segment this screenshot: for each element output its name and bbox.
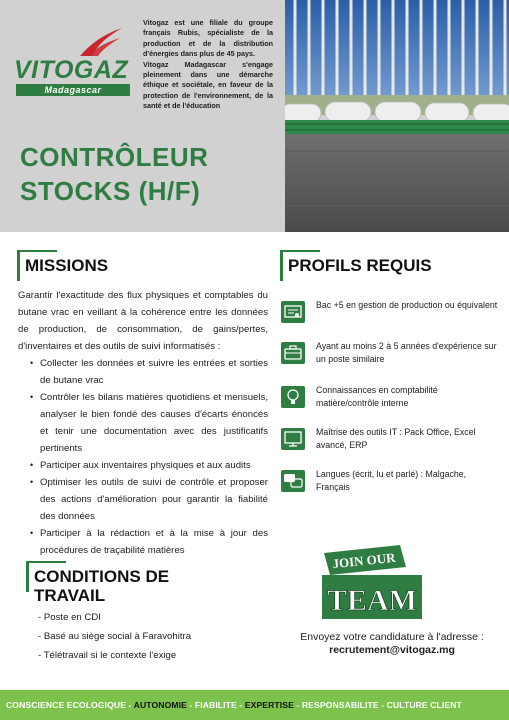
profil-item — [281, 299, 501, 335]
job-title — [20, 140, 208, 208]
conditions-list — [38, 608, 191, 665]
diploma-icon — [281, 301, 305, 323]
value-item: FIABILITE — [194, 700, 237, 710]
profils-heading — [280, 256, 432, 275]
briefcase-icon — [281, 342, 305, 364]
profil-item — [281, 340, 501, 376]
list-item: • Participer aux inventaires physiques et aux audits — [30, 457, 268, 474]
list-item: • Collecter les données et suivre les entrées et sorties de butane vrac — [30, 355, 268, 389]
value-item: EXPERTISE — [244, 700, 294, 710]
job-title-line: CONTRÔLEUR — [20, 142, 209, 172]
lightbulb-icon — [281, 386, 305, 408]
speech-bubbles-icon — [281, 470, 305, 492]
intro-paragraph: Vitogaz est une filiale du groupe français Rubis, spécialiste de la production et de la distribution d'énergies dans plus de 45 pays. — [143, 18, 273, 59]
company-intro — [143, 18, 273, 112]
profil-text: Connaissances en comptabilité matière/contrôle interne — [316, 385, 438, 408]
profils-heading-text: PROFILS REQUIS — [288, 256, 432, 275]
job-title-line: STOCKS (H/F) — [20, 176, 201, 206]
list-item: • Contrôler les bilans matières quotidiens et mensuels, analyser le bien fondé des causes d'écarts énoncés et tenir une documentation avec des justificatifs pertinents — [30, 389, 268, 457]
team-line2: TEAM — [327, 584, 417, 617]
logo-wordmark: VITOGAZ — [14, 56, 129, 84]
profil-text: Maîtrise des outils IT : Pack Office, Excel avancé, ERP — [316, 427, 476, 450]
list-item: • Optimiser les outils de suivi de contrôle et proposer des actions d'amélioration pour garantir la fiabilité des données — [30, 474, 268, 525]
profil-item — [281, 384, 501, 420]
vitogaz-logo — [14, 26, 134, 106]
flame-swoosh-icon — [76, 26, 126, 58]
team-line1: JOIN OUR — [331, 549, 397, 572]
value-item: RESPONSABILITE — [301, 700, 379, 710]
list-item: - Basé au siège social à Faravohitra — [38, 627, 191, 646]
logo-subtitle: Madagascar — [16, 84, 130, 96]
list-item: - Télétravail si le contexte l'exige — [38, 646, 191, 665]
profil-text: Ayant au moins 2 à 5 années d'expérience sur un poste similaire — [316, 341, 497, 364]
application-block — [280, 631, 504, 657]
profil-item — [281, 468, 501, 504]
conditions-heading-text: TRAVAIL — [34, 586, 106, 605]
value-item: AUTONOMIE — [133, 700, 187, 710]
missions-heading-text: MISSIONS — [25, 256, 109, 275]
apply-text: Envoyez votre candidature à l'adresse : — [300, 631, 484, 643]
value-item: CONSCIENCE ECOLOGIQUE — [6, 700, 127, 710]
list-item: • Participer à la rédaction et à la mise à jour des procédures de traçabilité matières — [30, 525, 268, 559]
missions-list — [18, 355, 268, 559]
monitor-icon — [281, 428, 305, 450]
profil-text: Bac +5 en gestion de production ou équivalent — [316, 300, 498, 310]
storage-tanks-image — [285, 0, 509, 232]
value-item: CULTURE CLIENT — [386, 700, 462, 710]
missions-heading — [17, 256, 108, 275]
intro-paragraph: Vitogaz Madagascar s'engage pleinement dans une démarche éthique et sociétale, en faveur de la protection de l'environnement, de la santé et de l'éducation — [143, 59, 273, 111]
conditions-heading-text: CONDITIONS DE — [34, 567, 170, 586]
missions-body — [18, 287, 268, 559]
profil-item — [281, 426, 501, 462]
missions-intro: Garantir l'exactitude des flux physiques et comptables du butane vrac en veillant à la cohérence entre les données de production, de consommation, de gains/pertes, d'inventaires et des outils de suivi informatisés : — [18, 290, 268, 352]
values-footer: CONSCIENCE ECOLOGIQUE - AUTONOMIE - FIABILITE - EXPERTISE - RESPONSABILITE - CULTURE CLIENT — [0, 690, 509, 720]
profil-text: Langues (écrit, lu et parlé) : Malgache, Français — [316, 469, 467, 492]
conditions-heading — [26, 567, 169, 605]
gas-storage-photo — [285, 0, 509, 232]
list-item: - Poste en CDI — [38, 608, 191, 627]
email-link[interactable]: recrutement@vitogaz.mg — [329, 644, 455, 656]
header-banner — [0, 0, 509, 232]
join-our-team-badge — [320, 545, 430, 621]
